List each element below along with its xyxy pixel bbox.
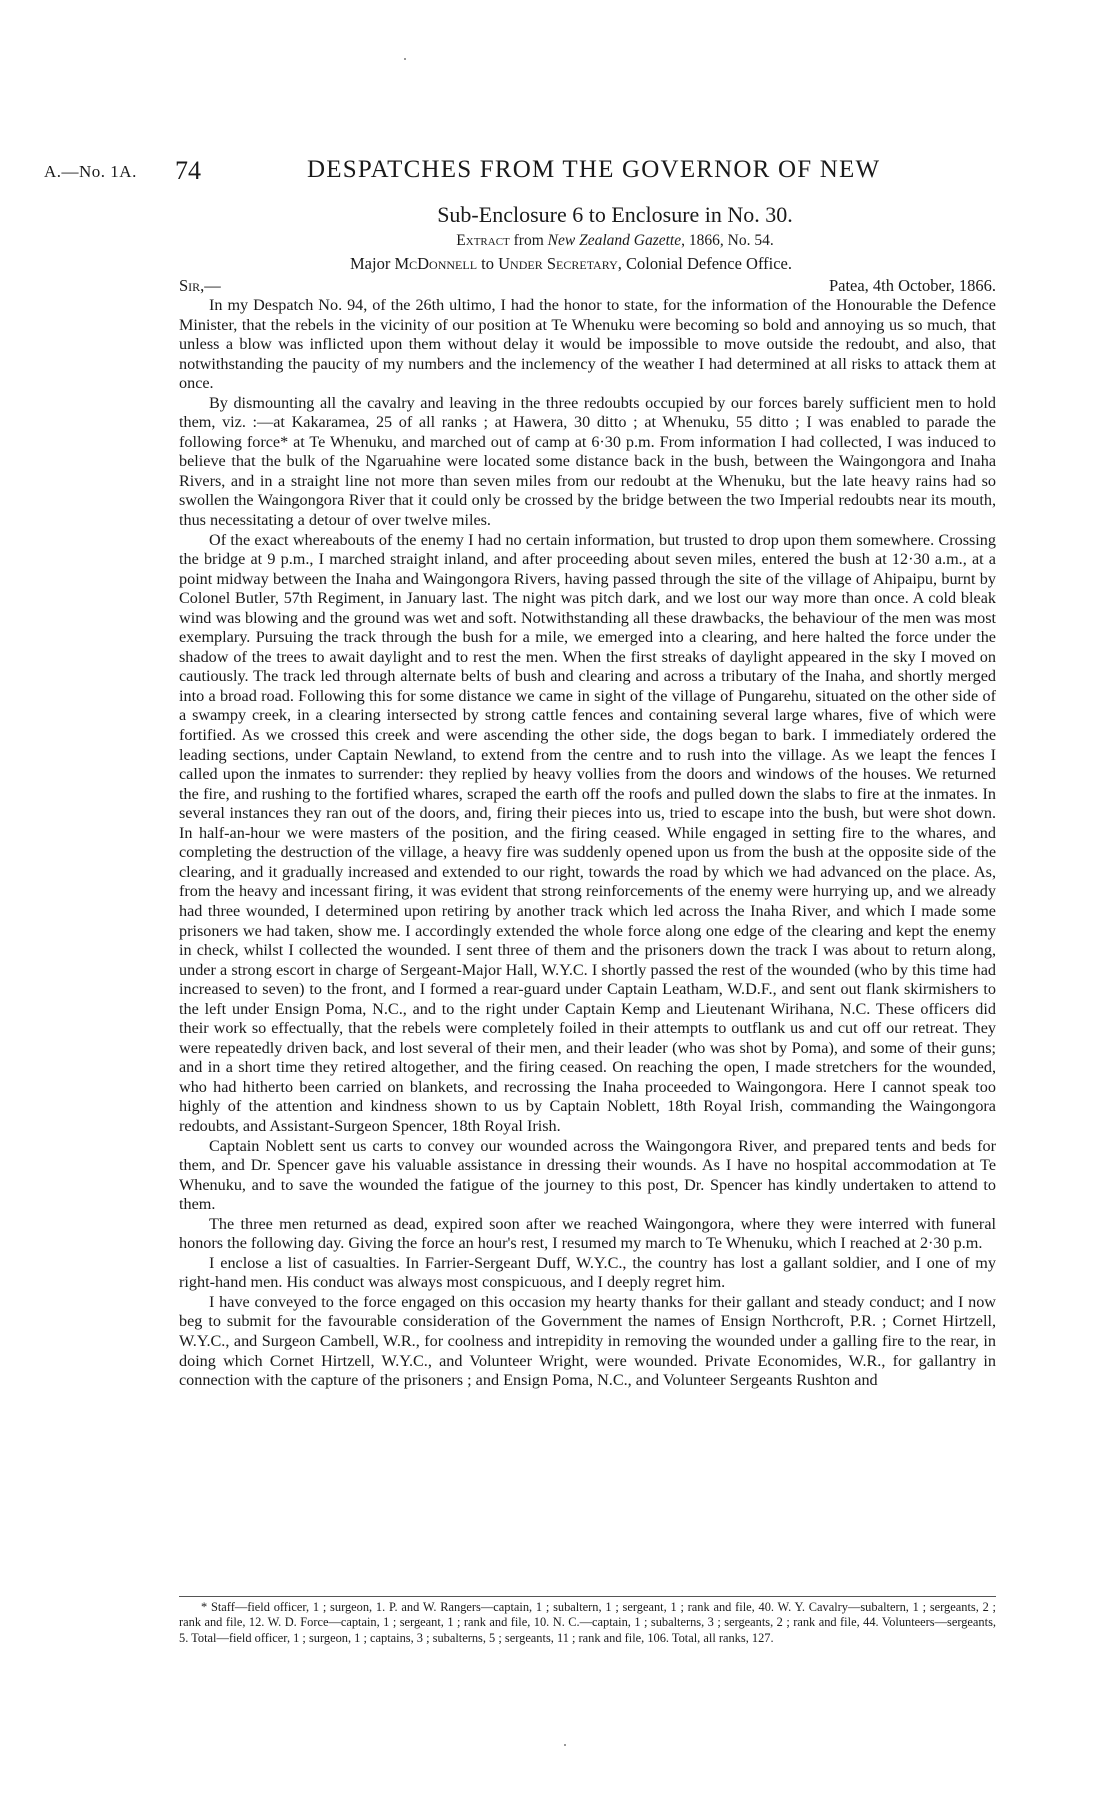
recipient-office: , Colonial Defence Office.	[617, 254, 792, 273]
place-and-date: Patea, 4th October, 1866.	[828, 276, 996, 295]
parliamentary-paper-reference: A.—No. 1A.	[44, 162, 137, 181]
salutation: Sir,—	[179, 276, 221, 295]
ink-speck	[404, 58, 406, 60]
extract-from: from	[509, 232, 548, 249]
running-title: DESPATCHES FROM THE GOVERNOR OF NEW	[307, 156, 881, 183]
footnote-divider	[179, 1596, 996, 1597]
paragraph: Of the exact whereabouts of the enemy I had no certain information, but trusted to drop upon them somewhere. Crossing the bridge at 9 p.m., I marched straight inland, and after proceeding about seven miles, entered the bush at 12·30 a.m., at a point midway between the Inaha and Waingongora Rivers, having passed through the site of the village of Ahipaipu, burnt by Colonel Butler, 57th Regiment, in January last. The night was pitch dark, and we lost our way more than once. A cold bleak wind was blowing and the ground was wet and soft. Notwithstanding all these drawbacks, the behaviour of the men was most exemplary. Pursuing the track through the bush for a mile, we emerged into a clearing, and here halted the force under the shadow of the trees to await daylight and to rest the men. When the first streaks of daylight appeared in the sky I moved on cautiously. The track led through alternate belts of bush and clearing and across a tributary of the Inaha, and shortly merged into a broad road. Following this for some distance we came in sight of the village of Pungarehu, situated on the other side of a swampy creek, in a clearing intersected by strong cattle fences and containing several large whares, five of which were fortified. As we crossed this creek and were ascending the other side, the dogs began to bark. I immediately ordered the leading sections, under Captain Newland, to extend from the centre and to rush into the village. As we leapt the fences I called upon the inmates to surrender: they replied by heavy vollies from the doors and windows of the houses. We returned the fire, and rushing to the fortified whares, scraped the earth off the roofs and pulled down the slabs to fire at the inmates. In several instances they ran out of the doors, and, firing their pieces into us, tried to escape into the bush, but were shot down. In half-an-hour we were masters of the position, and the firing ceased. While engaged in setting fire to the whares, and completing the destruction of the village, a heavy fire was suddenly opened upon us from the bush at the opposite side of the clearing, and it gradually increased and extended to our right, towards the road by which we had advanced on the place. As, from the heavy and incessant firing, it was evident that strong reinforcements of the enemy were hurrying up, and we already had three wounded, I determined upon retiring by another track which led across the Inaha River, and which I made some prisoners we had taken, show me. I accordingly extended the whole force along one edge of the clearing and kept the enemy in check, whilst I collected the wounded. I sent three of them and the prisoners down the track I was about to return along, under a strong escort in charge of Sergeant-Major Hall, W.Y.C. I shortly passed the rest of the wounded (who by this time had increased to seven) to the front, and I formed a rear-guard under Captain Leatham, W.D.F., and sent out flank skirmishers to the left under Ensign Poma, N.C., and to the right under Captain Kemp and Lieutenant Wirihana, N.C. These officers did their work so effectually, that the rebels were completely foiled in their attempts to outflank us and cut off our retreat. They were repeatedly driven back, and lost several of their men, and their leader (who was shot by Poma), and some of their guns; and in a short time they retired altogether, and the firing ceased. On reaching the open, I made stretchers for the wounded, who had hitherto been carried on blankets, and recrossing the Inaha proceeded to Waingongora. Here I cannot speak too highly of the attention and kindness shown to us by Captain Noblett, 18th Royal Irish, commanding the Waingongora redoubts, and Assistant-Surgeon Spencer, 18th Royal Irish.	[179, 530, 996, 1135]
correspondence-line	[0, 254, 1114, 274]
to-word: to	[477, 254, 499, 273]
sender-name: McDonnell	[394, 254, 478, 273]
paragraph: I have conveyed to the force engaged on this occasion my hearty thanks for their gallant and steady conduct; and I now beg to submit for the favourable consideration of the Government the names of Ensign Northcroft, P.R. ; Cornet Hirtzell, W.Y.C., and Surgeon Cambell, W.R., for coolness and intrepidity in removing the wounded under a galling fire to the rear, in doing which Cornet Hirtzell, W.Y.C., and Volunteer Wright, were wounded. Private Economides, W.R., for gallantry in connection with the capture of the prisoners ; and Ensign Poma, N.C., and Volunteer Sergeants Rushton and	[179, 1292, 996, 1390]
sender-rank: Major	[350, 254, 395, 273]
paragraph: By dismounting all the cavalry and leaving in the three redoubts occupied by our forces barely sufficient men to hold them, viz. :—at Kakaramea, 25 of all ranks ; at Hawera, 30 ditto ; at Whenuku, 55 ditto ; I was enabled to parade the following force* at Te Whenuku, and marched out of camp at 6·30 p.m. From information I had collected, I was induced to believe that the bulk of the Ngaruahine were located some distance back in the bush, between the Waingongora and Inaha Rivers, and in a straight line not more than seven miles from our redoubt at the Whenuku, but the late heavy rains had so swollen the Waingongora River that it could only be crossed by the bridge between the two Imperial redoubts near its mouth, thus necessitating a detour of over twelve miles.	[179, 393, 996, 530]
paragraph: In my Despatch No. 94, of the 26th ultimo, I had the honor to state, for the information of the Honourable the Defence Minister, that the rebels in the vicinity of our position at Te Whenuku were becoming so bold and annoying us so much, that unless a blow was inflicted upon them without delay it would be impossible to move outside the redoubt, and also, that notwithstanding the paucity of my numbers and the inclemency of the weather I had determined at all risks to attack them at once.	[179, 296, 996, 393]
extract-issue: , 1866, No. 54.	[681, 232, 774, 249]
page-number: 74	[175, 156, 201, 185]
paragraph: Captain Noblett sent us carts to convey our wounded across the Waingongora River, and prepared tents and beds for them, and Dr. Spencer gave his valuable assistance in dressing their wounds. As I have no hospital accommodation at Te Whenuku, and to save the wounded the fatigue of the journey to this post, Dr. Spencer has kindly undertaken to attend to them.	[179, 1136, 996, 1214]
page-header	[44, 148, 1074, 188]
extract-line	[0, 232, 1114, 250]
recipient-title: Under Secretary	[498, 254, 618, 273]
paragraph: The three men returned as dead, expired soon after we reached Waingongora, where they were interred with funeral honors the following day. Giving the force an hour's rest, I resumed my march to Te Whenuku, which I reached at 2·30 p.m.	[179, 1214, 996, 1253]
sub-enclosure-heading: Sub-Enclosure 6 to Enclosure in No. 30.	[437, 202, 793, 227]
despatch-body	[179, 296, 996, 1391]
footnote: * Staff—field officer, 1 ; surgeon, 1. P. and W. Rangers—captain, 1 ; subaltern, 1 ; sergeant, 1 ; rank and file, 40. W. Y. Cavalry—subaltern, 1 ; sergeants, 2 ; rank and file, 12. W. D. Force—captain, 1 ; sergeant, 1 ; rank and file, 10. N. C.—captain, 1 ; subalterns, 3 ; sergeants, 2 ; rank and file, 44. Volunteers—sergeants, 5. Total—field officer, 1 ; surgeon, 1 ; captains, 3 ; subalterns, 5 ; sergeants, 11 ; rank and file, 106. Total, all ranks, 127.	[179, 1600, 996, 1645]
extract-source: New Zealand Gazette	[547, 232, 682, 249]
paragraph: I enclose a list of casualties. In Farrier-Sergeant Duff, W.Y.C., the country has lost a gallant soldier, and I one of my right-hand men. His conduct was always most conspicuous, and I deeply regret him.	[179, 1253, 996, 1292]
extract-label: Extract	[456, 232, 510, 249]
ink-speck	[564, 1744, 566, 1746]
